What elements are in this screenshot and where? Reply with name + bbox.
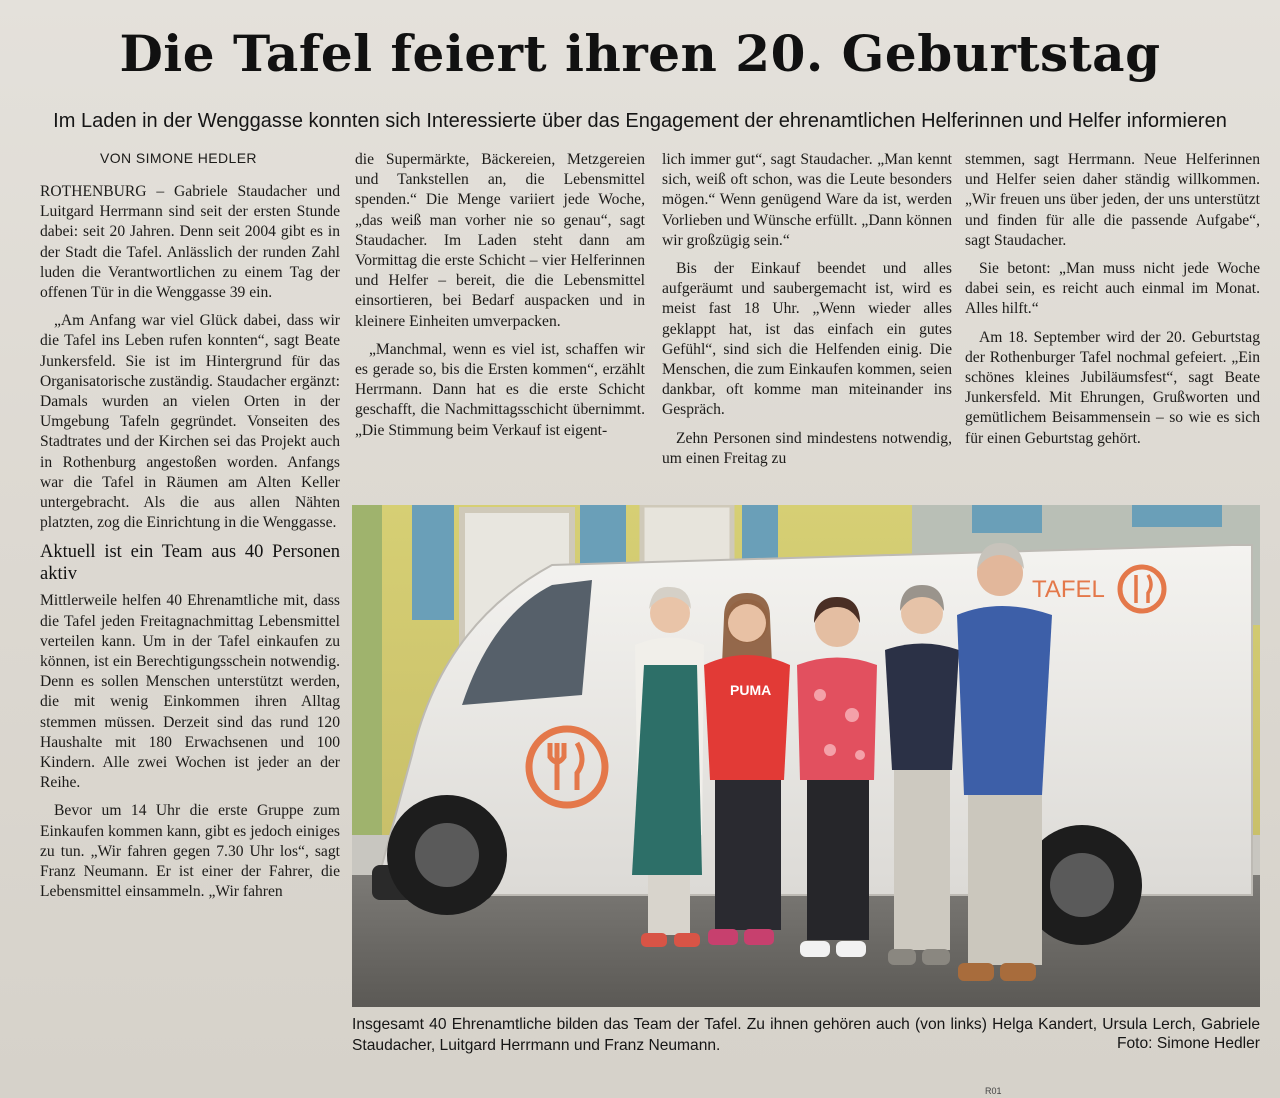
person-shoe xyxy=(744,929,774,945)
person-shoe xyxy=(800,941,830,957)
window-shutter xyxy=(742,505,778,565)
paragraph: ROTHENBURG – Gabriele Staudacher und Luitgard Herrmann sind seit der ersten Stunde dabei: seit 20 Jahren. Denn seit 2004 gibt es in der Stadt die Tafel. Anlässlich der runden Zahl luden die Verantwortlichen zu einem Tag der offenen Tür in die Wenggasse 39 ein. xyxy=(40,183,340,302)
wall-stripe xyxy=(352,505,382,835)
byline: VON SIMONE HEDLER xyxy=(100,150,257,166)
person-shirt xyxy=(885,644,959,771)
window-shutter xyxy=(972,505,1042,533)
person-shirt xyxy=(704,655,790,780)
paragraph: Mittlerweile helfen 40 Ehrenamtliche mit, dass die Tafel jeden Freitagnachmittag Lebensmittel verteilen kann. Um in der Tafel einkaufen zu können, ist ein Berechtigungsschein notwendig. Denn es sollen Menschen unterstützt werden, die mit wenig Einkommen ihren Alltag stemmen müssen. Derzeit sind das rund 120 Haushalte mit 180 Erwachsenen und 100 Kindern. Alle zwei Wochen ist jeder an der Reihe. xyxy=(40,592,340,792)
photo-caption: Insgesamt 40 Ehrenamtliche bilden das Team der Tafel. Zu ihnen gehören auch (von links) Helga Kandert, Ursula Lerch, Gabriele Staudacher, Luitgard Herrmann und Franz Neumann. xyxy=(352,1016,1260,1054)
paragraph: Zehn Personen sind mindestens notwendig, um einen Freitag zu xyxy=(662,429,952,467)
van-front-hub xyxy=(415,823,479,887)
person-shoe xyxy=(641,933,667,947)
person-shirt xyxy=(957,606,1052,795)
van-rear-hub xyxy=(1050,853,1114,917)
van-tafel-text: TAFEL xyxy=(1032,576,1105,603)
person-legs xyxy=(807,780,869,940)
person-legs xyxy=(715,780,781,930)
page-mark: R01 xyxy=(985,1086,1002,1096)
window-shutter xyxy=(1132,505,1222,527)
photo-credit: Foto: Simone Hedler xyxy=(1116,1035,1260,1052)
person-legs xyxy=(894,770,950,950)
paragraph: Bis der Einkauf beendet und alles aufgeräumt und saubergemacht ist, wird es meist fast 18 Uhr. „Wenn wieder alles geklappt hat, ist das einfach ein gutes Gefühl“, sind sich die Helfenden einig. Die Menschen, die zum Einkaufen kommen, seien dankbar, oft komme man miteinander ins Gespräch. xyxy=(662,260,952,419)
person-shoe xyxy=(708,929,738,945)
team-photo-illustration xyxy=(352,505,1260,1007)
article-column-4 xyxy=(965,150,1260,457)
paragraph: „Manchmal, wenn es viel ist, schaffen wir es gerade so, bis die Ersten kommen“, erzählt Herrmann. Dann hat es die erste Schicht geschafft, die Nachmittagsschicht übernimmt. „Die Stimmung beim Verkauf ist eigent- xyxy=(355,340,645,439)
section-subheading: Aktuell ist ein Team aus 40 Personen aktiv xyxy=(40,542,340,585)
article-column-2 xyxy=(355,150,645,449)
article-photo xyxy=(352,505,1260,1007)
headline: Die Tafel feiert ihren 20. Geburtstag xyxy=(119,24,1161,83)
person-shoe xyxy=(888,949,916,965)
article-column-3 xyxy=(662,150,952,477)
shirt-print: PUMA xyxy=(730,682,772,698)
paragraph: die Supermärkte, Bäckereien, Metzgereien und Tankstellen an, die Lebensmittel spenden.“ Die Menge variiert jede Woche, „das weiß man vorher nie so genau“, sagt Staudacher. Im Laden steht dann am Vormittag die erste Schicht – vier Helferinnen und Helfer – bereit, die die Lebensmittel einsortieren, bei Bedarf auspacken und in kleinere Einheiten umverpacken. xyxy=(355,151,645,330)
article-column-1 xyxy=(40,182,340,911)
paragraph: lich immer gut“, sagt Staudacher. „Man kennt sich, weiß oft schon, was die Leute besonders mögen.“ Wenn genügend Ware da ist, werden Vorlieben und Wünsche erfüllt. „Dann können wir großzügig sein.“ xyxy=(662,151,952,249)
paragraph: Bevor um 14 Uhr die erste Gruppe zum Einkaufen kommen kann, gibt es jedoch einiges zu tun. „Wir fahren gegen 7.30 Uhr los“, sagt Franz Neumann. Er ist einer der Fahrer, die Lebensmittel einsammeln. „Wir fahren xyxy=(40,802,340,901)
subheadline: Im Laden in der Wenggasse konnten sich Interessierte über das Engagement der ehrenamtlichen Helferinnen und Helfer informieren xyxy=(53,110,1227,132)
paragraph: Sie betont: „Man muss nicht jede Woche dabei sein, es reicht auch einmal im Monat. Alles hilft.“ xyxy=(965,260,1260,318)
person-shoe xyxy=(958,963,994,981)
person-shoe xyxy=(836,941,866,957)
person-shirt xyxy=(797,658,877,781)
person-apron xyxy=(632,665,702,875)
paragraph: stemmen, sagt Herrmann. Neue Helferinnen und Helfer seien daher ständig willkommen. „Wir freuen uns über jeden, der uns unterstützt und finden für alle die passende Aufgabe“, sagt Staudacher. xyxy=(965,151,1260,249)
paragraph: Am 18. September wird der 20. Geburtstag der Rothenburger Tafel nochmal gefeiert. „Ein schönes kleines Jubiläumsfest“, sagt Beate Junkersfeld. Mit Ehrungen, Grußworten und gemütlichem Beisammensein – so wie es sich für einen Geburtstag gehört. xyxy=(965,328,1260,447)
window-shutter xyxy=(412,505,454,620)
person-legs xyxy=(648,875,690,935)
person-legs xyxy=(968,795,1042,965)
person-shoe xyxy=(674,933,700,947)
person-shoe xyxy=(1000,963,1036,981)
paragraph: „Am Anfang war viel Glück dabei, dass wir die Tafel ins Leben rufen konnten“, sagt Beate Junkersfeld. Sie ist im Hintergrund für das Organisatorische zuständig. Staudacher ergänzt: Damals wurden an vielen Orten in der Umgebung Tafeln gegründet. Vonseiten des Stadtrates und der Kirchen sei das Projekt auch in Rothenburg angestoßen worden. Anfangs war die Tafel in Räumen am Alten Keller untergebracht. Als die aus allen Nähten platzten, zog die Einrichtung in die Wenggasse. xyxy=(40,312,340,532)
person-shoe xyxy=(922,949,950,965)
